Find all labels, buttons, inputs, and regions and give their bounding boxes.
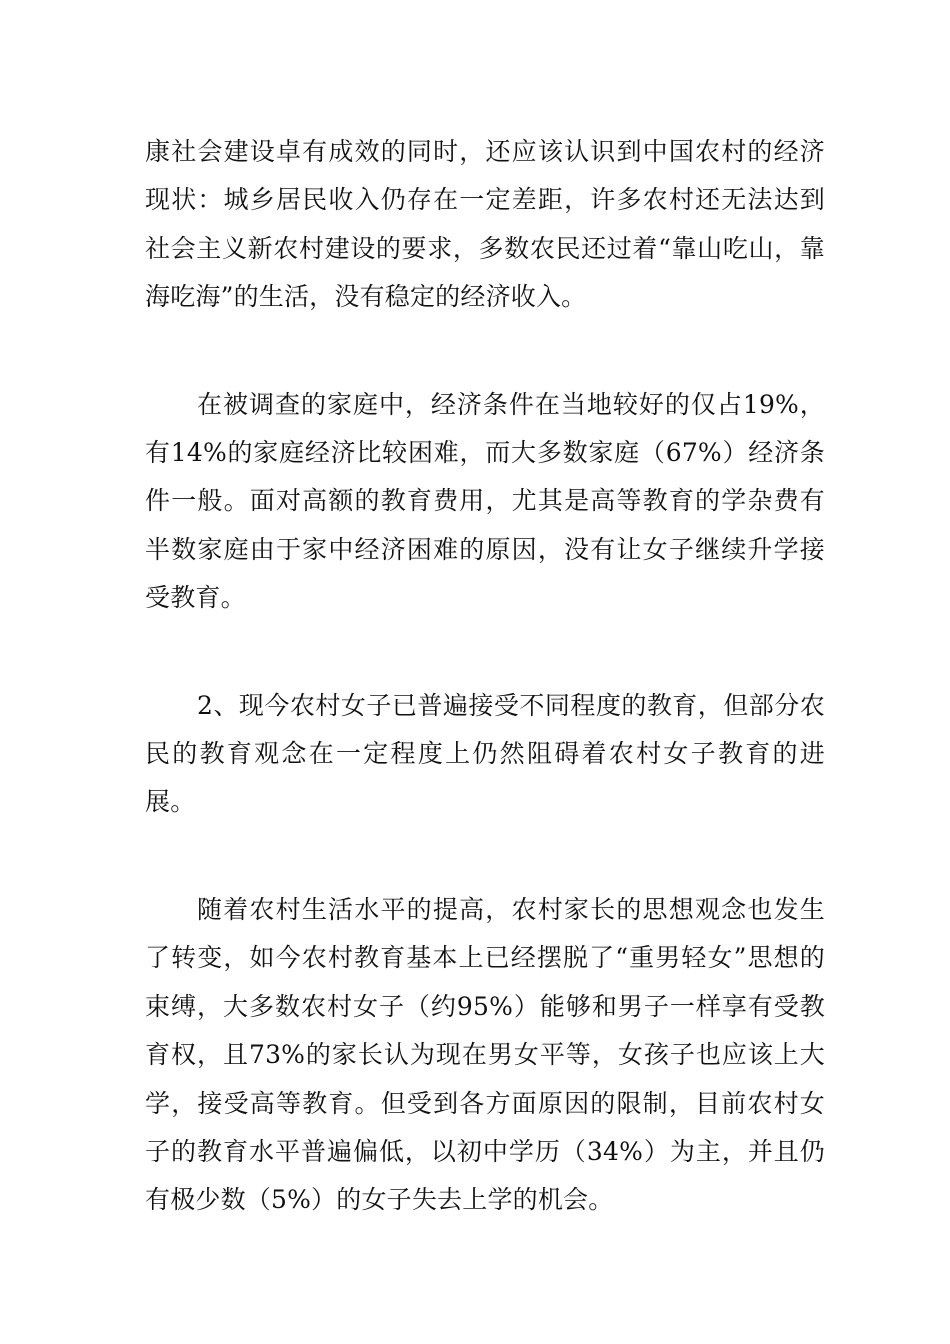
paragraph-section-heading-2: 2、现今农村女子已普遍接受不同程度的教育，但部分农民的教育观念在一定程度上仍然阻碍着农村女子教育的进展。 [145,690,825,817]
document-body [145,128,825,1225]
paragraph-survey-households: 在被调查的家庭中，经济条件在当地较好的仅占19%，有14%的家庭经济比较困难，而大多数家庭（67%）经济条件一般。面对高额的教育费用，尤其是高等教育的学杂费有半数家庭由于家中经济困难的原因，没有让女子继续升学接受教育。 [145,389,825,613]
paragraph-economic-status: 康社会建设卓有成效的同时，还应该认识到中国农村的经济现状：城乡居民收入仍存在一定差距，许多农村还无法达到社会主义新农村建设的要求，多数农民还过着“靠山吃山，靠海吃海”的生活，没有稳定的经济收入。 [145,137,825,312]
paragraph-education-attitudes: 随着农村生活水平的提高，农村家长的思想观念也发生了转变，如今农村教育基本上已经摆脱了“重男轻女”思想的束缚，大多数农村女子（约95%）能够和男子一样享有受教育权，且73%的家长认为现在男女平等，女孩子也应该上大学，接受高等教育。但受到各方面原因的限制，目前农村女子的教育水平普遍偏低，以初中学历（34%）为主，并且仍有极少数（5%）的女子失去上学的机会。 [145,894,825,1215]
